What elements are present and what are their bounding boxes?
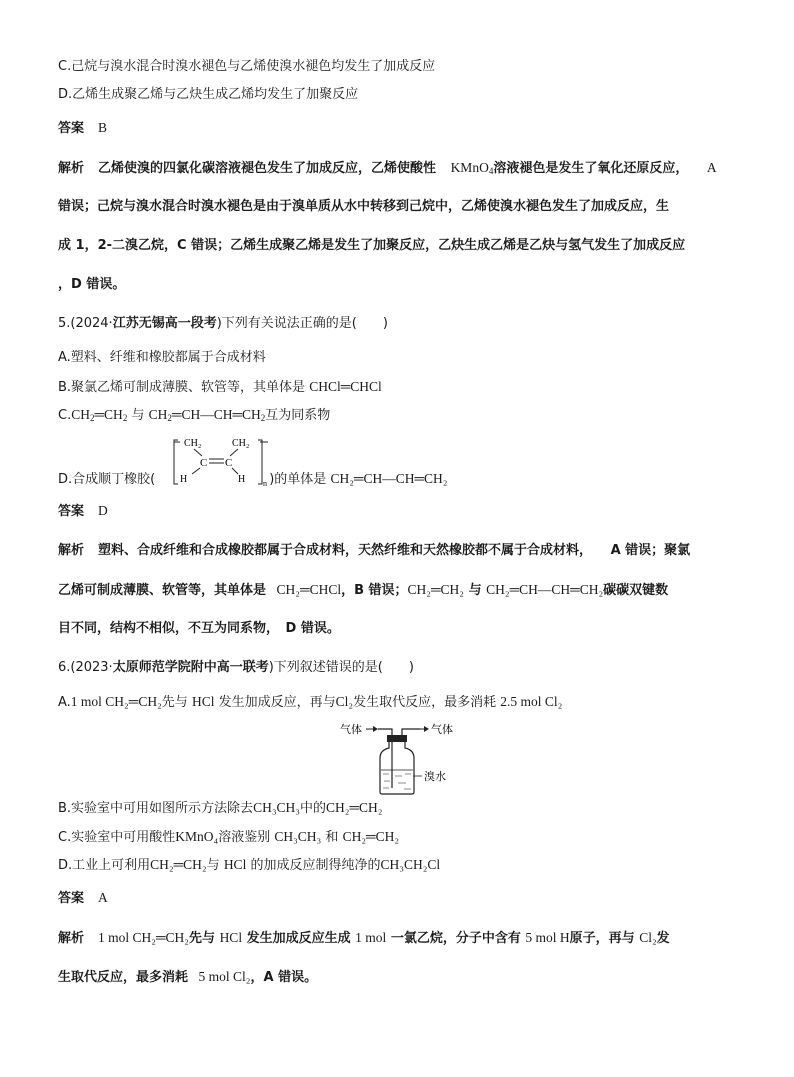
answer-value: A (98, 890, 108, 905)
formula: CH₂═CH₂ (150, 857, 207, 872)
analysis-text: 生取代反应，最多消耗 (58, 970, 189, 985)
analysis-text: 塑料、合成纤维和合成橡胶都属于合成材料，天然纤维和天然橡胶都不属于合成材料， (98, 543, 593, 558)
formula: CH₂═CH—CH═CH₂ (486, 582, 604, 597)
analysis-text: 乙烯可制成薄膜、软管等，其单体是 (58, 583, 267, 598)
stopper (387, 735, 407, 742)
option-text: 先与 (161, 695, 188, 710)
bond-left-down (192, 468, 200, 474)
formula: HCl (223, 857, 247, 872)
analysis-text: 发 (656, 931, 670, 946)
analysis-label: 解析 (58, 931, 85, 946)
q5-answer (58, 502, 108, 521)
analysis-text: 乙烯使溴的四氯化碳溶液褪色发生了加成反应，乙烯使酸性 (98, 161, 437, 176)
answer-label: 答案 (58, 121, 85, 136)
q4-answer (58, 119, 107, 138)
question-stem: )下列叙述错误的是( ) (268, 660, 414, 675)
question-number: 6.(2023· (58, 660, 113, 675)
answer-value: D (98, 503, 108, 518)
formula: ═CH—CH═CH (171, 407, 261, 422)
formula: KMnO (450, 160, 489, 175)
option-letter: A. (58, 695, 71, 710)
q6-analysis-line-1 (58, 929, 670, 948)
ch2-left-label: CH₂ (184, 438, 202, 449)
option-text: 与 (206, 858, 220, 873)
analysis-text: A (706, 160, 717, 175)
question-stem: )下列有关说法正确的是( ) (216, 316, 388, 331)
formula: CH₂═CHCl (276, 582, 342, 597)
formula-subscript: 2 (167, 413, 172, 423)
h-left-label: H (180, 474, 188, 485)
option-text: 互为同系物 (265, 408, 331, 423)
formula: CH (148, 407, 168, 422)
q6-answer (58, 889, 108, 908)
formula: 1 mol (355, 930, 387, 945)
formula: 1 mol CH₂═CH₂ (98, 930, 190, 945)
outlet-arrow-head (424, 726, 429, 732)
q4-analysis-line-4: ，D 错误。 (58, 277, 126, 292)
analysis-text: 发生加成反应生成 (246, 931, 351, 946)
q6-option-d (58, 856, 440, 875)
option-text: D.合成顺丁橡胶( (58, 472, 156, 487)
inlet-arrow-head (373, 726, 378, 732)
answer-value: B (98, 120, 108, 135)
q5-option-c (58, 406, 330, 425)
formula: 5 mol H (525, 930, 570, 945)
carbon-left-label: C (200, 457, 208, 469)
q5-option-b (58, 378, 382, 397)
formula: Cl₂ (335, 694, 354, 709)
q4-analysis-line-2: 错误；己烷与溴水混合时溴水褪色是由于溴单质从水中转移到己烷中，乙烯使溴水褪色发生了加成反应，生 (58, 199, 670, 214)
formula: 1 mol CH₂═CH₂ (70, 694, 162, 709)
formula: CH₂═CH—CH═CH₂ (330, 471, 448, 486)
bond-left-up (194, 449, 202, 456)
analysis-text: 一氯乙烷，分子中含有 (390, 931, 521, 946)
q5-analysis-line-1 (58, 542, 690, 560)
gas-washing-bottle-figure (336, 718, 466, 798)
formula: CH₂═CH₂ (326, 800, 383, 815)
analysis-text: 碳碳双键数 (603, 583, 669, 598)
option-text: 中的 (299, 801, 326, 816)
formula-subscript: 2 (122, 413, 128, 423)
analysis-text: 与 (468, 583, 482, 598)
formula: CH₂═CH₂ (342, 829, 400, 844)
q5-analysis-line-2 (58, 581, 668, 600)
option-text: 溶液鉴别 (218, 830, 271, 845)
bracket-right (258, 440, 262, 484)
question-number: 5.(2024· (58, 316, 113, 331)
bromine-water-label: 溴水 (424, 770, 446, 783)
h-right-label: H (238, 474, 246, 485)
q6-option-a (58, 693, 562, 712)
q6-option-b (58, 799, 383, 818)
option-letter: C. (58, 408, 72, 423)
analysis-label: 解析 (58, 161, 85, 176)
option-text: B.聚氯乙烯可制成薄膜、软管等，其单体是 (58, 380, 306, 395)
question-source: 太原师范学院附中高一联考 (112, 660, 269, 675)
option-text: D.工业上可利用 (58, 858, 151, 873)
formula: HCl (219, 930, 243, 945)
option-text: 发生加成反应，再与 (218, 695, 336, 710)
analysis-text: ，B 错误； (341, 583, 408, 598)
carbon-right-label: C (225, 457, 233, 469)
q4-analysis-line-1 (58, 159, 717, 178)
answer-label: 答案 (58, 891, 85, 906)
formula: ═CH (94, 407, 123, 422)
formula: HCl (191, 694, 215, 709)
analysis-text: 溶液褪色是发生了氧化还原反应， (493, 161, 689, 176)
q5-stem (58, 315, 388, 333)
q6-analysis-line-2 (58, 968, 317, 987)
formula-subscript: 2 (260, 413, 266, 423)
formula: CH₃CH₃ (274, 829, 322, 844)
formula-subscript: 2 (89, 413, 95, 423)
bracket-left (174, 440, 178, 484)
analysis-text: A 错误；聚氯 (610, 543, 691, 558)
q6-option-c (58, 828, 399, 847)
q4-analysis-line-3: 成 1，2-二溴乙烷，C 错误；乙烯生成聚乙烯是发生了加聚反应，乙炔生成乙烯是乙炔与氢气发生了加成反应 (58, 238, 686, 253)
formula: CH₃CH₃ (253, 800, 300, 815)
analysis-text: 原子，再与 (569, 931, 635, 946)
option-text: 和 (325, 830, 339, 845)
q5-option-a: A.塑料、纤维和橡胶都属于合成材料 (58, 350, 266, 365)
analysis-text: ，A 错误。 (250, 970, 318, 985)
option-text: C.实验室中可用酸性 (58, 830, 176, 845)
option-text: B.实验室中可用如图所示方法除去 (58, 801, 254, 816)
q6-stem (58, 659, 414, 677)
gas-outlet-label: 气体 (431, 723, 453, 736)
formula: 2.5 mol Cl₂ (500, 694, 563, 709)
formula: CHCl═CHCl (309, 379, 382, 394)
q5-analysis-line-3: 目不同，结构不相似，不互为同系物， D 错误。 (58, 621, 340, 636)
ch2-right-label: CH₂ (232, 438, 250, 449)
option-text: )的单体是 (269, 472, 327, 487)
q4-option-d: D.乙烯生成聚乙烯与乙炔生成乙烯均发生了加聚反应 (58, 87, 359, 102)
question-source: 江苏无锡高一段考 (112, 316, 217, 331)
formula: CH (71, 407, 90, 422)
formula: CH₂═CH₂ (407, 582, 465, 597)
analysis-text: 先与 (189, 931, 216, 946)
option-text: 与 (131, 408, 145, 423)
polybutadiene-structure (164, 434, 276, 490)
option-text: 的加成反应制得纯净的 (250, 858, 381, 873)
gas-inlet-label: 气体 (340, 723, 362, 736)
formula: KMnO₄ (175, 829, 219, 844)
analysis-label: 解析 (58, 543, 85, 558)
q4-option-c: C.己烷与溴水混合时溴水褪色与乙烯使溴水褪色均发生了加成反应 (58, 59, 436, 74)
formula-subscript: 4 (488, 166, 494, 176)
subscript-n: n (263, 479, 267, 488)
answer-label: 答案 (58, 504, 85, 519)
formula: CH₃CH₂Cl (380, 857, 441, 872)
bond-right-up (230, 449, 238, 456)
formula: Cl₂ (639, 930, 657, 945)
bottle (380, 742, 414, 794)
formula: 5 mol Cl₂ (198, 969, 251, 984)
option-text: 发生取代反应，最多消耗 (353, 695, 497, 710)
